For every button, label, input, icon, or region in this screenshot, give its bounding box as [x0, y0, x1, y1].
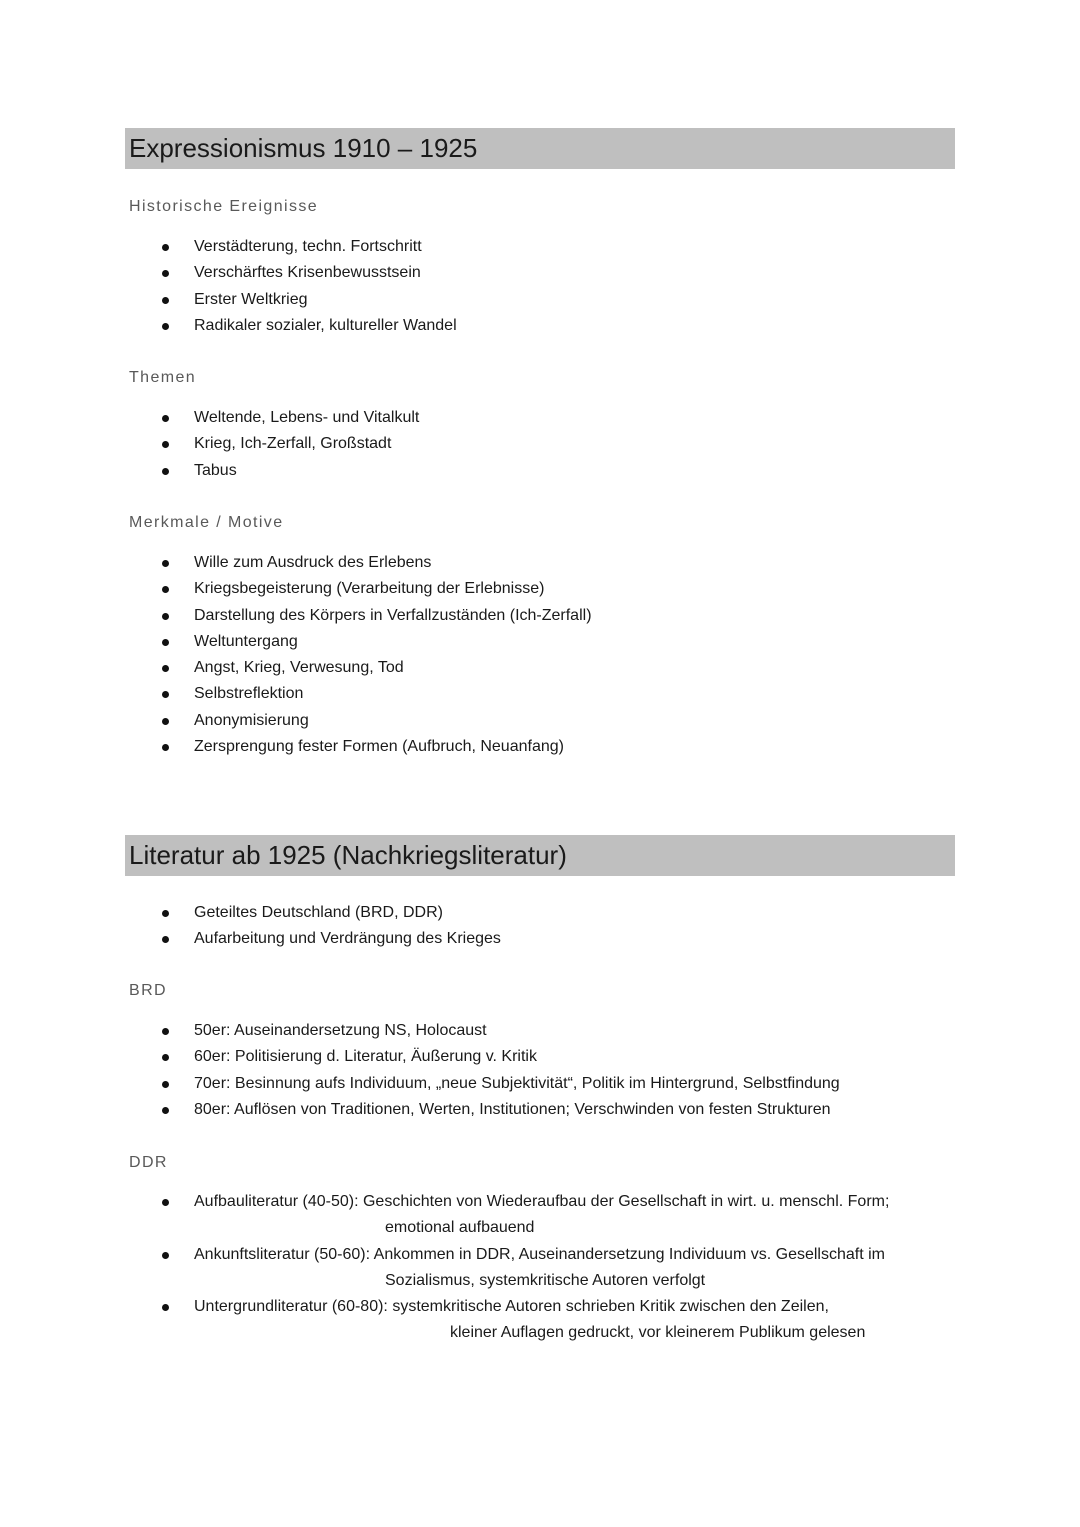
bullet-icon [162, 1304, 169, 1311]
list-item: Angst, Krieg, Verwesung, Tod [0, 655, 1080, 681]
list-item: 60er: Politisierung d. Literatur, Äußerung v. Kritik [0, 1044, 1080, 1070]
bullet-icon [162, 468, 169, 475]
bullet-icon [162, 718, 169, 725]
bullet-icon [162, 910, 169, 917]
bullet-icon [162, 936, 169, 943]
list-merkmale-motive [0, 550, 1080, 760]
list-item: 80er: Auflösen von Traditionen, Werten, Institutionen; Verschwinden von festen Strukturen [0, 1097, 1080, 1123]
bullet-icon [162, 1199, 169, 1206]
bullet-icon [162, 1054, 169, 1061]
bullet-icon [162, 1028, 169, 1035]
list-brd [0, 1018, 1080, 1123]
list-item: 50er: Auseinandersetzung NS, Holocaust [0, 1018, 1080, 1044]
list-item: Kriegsbegeisterung (Verarbeitung der Erlebnisse) [0, 576, 1080, 602]
list-item: Aufbauliteratur (40-50): Geschichten von Wiederaufbau der Gesellschaft in wirt. u. menschl. Form; emotional aufbauend [0, 1189, 1080, 1242]
bullet-icon [162, 691, 169, 698]
bullet-icon [162, 744, 169, 751]
list-item: Verstädterung, techn. Fortschritt [0, 234, 1080, 260]
list-item: Selbstreflektion [0, 681, 1080, 707]
bullet-icon [162, 415, 169, 422]
list-item: Anonymisierung [0, 708, 1080, 734]
list-ddr [0, 1189, 1080, 1347]
list-themen [0, 405, 1080, 484]
bullet-icon [162, 1107, 169, 1114]
bullet-icon [162, 323, 169, 330]
list-item: Krieg, Ich-Zerfall, Großstadt [0, 431, 1080, 457]
bullet-icon [162, 297, 169, 304]
list-historische-ereignisse [0, 234, 1080, 339]
subheading-merkmale-motive: Merkmale / Motive [129, 514, 284, 531]
list-item: Radikaler sozialer, kultureller Wandel [0, 313, 1080, 339]
bullet-icon [162, 586, 169, 593]
section-title: Expressionismus 1910 – 1925 [129, 133, 478, 163]
section-title: Literatur ab 1925 (Nachkriegsliteratur) [129, 840, 567, 870]
bullet-icon [162, 270, 169, 277]
list-nachkrieg-intro [0, 900, 1080, 953]
list-item: Weltuntergang [0, 629, 1080, 655]
bullet-icon [162, 665, 169, 672]
subheading-brd: BRD [129, 982, 167, 999]
continuation-line: Sozialismus, systemkritische Autoren verfolgt [385, 1271, 706, 1289]
section-heading-expressionismus [125, 128, 955, 169]
bullet-icon [162, 244, 169, 251]
list-item: Weltende, Lebens- und Vitalkult [0, 405, 1080, 431]
bullet-icon [162, 613, 169, 620]
list-item: Ankunftsliteratur (50-60): Ankommen in DDR, Auseinandersetzung Individuum vs. Gesellschaft im Sozialismus, systemkritische Autoren verfolgt [0, 1242, 1080, 1295]
list-item: 70er: Besinnung aufs Individuum, „neue Subjektivität“, Politik im Hintergrund, Selbstfindung [0, 1071, 1080, 1097]
section-heading-nachkriegsliteratur [125, 835, 955, 876]
subheading-themen: Themen [129, 369, 197, 386]
bullet-icon [162, 1081, 169, 1088]
list-item: Verschärftes Krisenbewusstsein [0, 260, 1080, 286]
list-item: Aufarbeitung und Verdrängung des Krieges [0, 926, 1080, 952]
continuation-line: kleiner Auflagen gedruckt, vor kleinerem Publikum gelesen [450, 1324, 866, 1342]
list-item: Geteiltes Deutschland (BRD, DDR) [0, 900, 1080, 926]
list-item: Erster Weltkrieg [0, 287, 1080, 313]
bullet-icon [162, 441, 169, 448]
continuation-line: emotional aufbauend [385, 1219, 535, 1237]
subheading-historische-ereignisse: Historische Ereignisse [129, 198, 319, 215]
subheading-ddr: DDR [129, 1154, 168, 1171]
list-item: Darstellung des Körpers in Verfallzuständen (Ich-Zerfall) [0, 603, 1080, 629]
bullet-icon [162, 560, 169, 567]
list-item: Tabus [0, 458, 1080, 484]
bullet-icon [162, 639, 169, 646]
bullet-icon [162, 1252, 169, 1259]
list-item: Wille zum Ausdruck des Erlebens [0, 550, 1080, 576]
list-item: Untergrundliteratur (60-80): systemkritische Autoren schrieben Kritik zwischen den Zeilen, kleiner Auflagen gedruckt, vor kleinerem Publikum gelesen [0, 1294, 1080, 1347]
list-item: Zersprengung fester Formen (Aufbruch, Neuanfang) [0, 734, 1080, 760]
